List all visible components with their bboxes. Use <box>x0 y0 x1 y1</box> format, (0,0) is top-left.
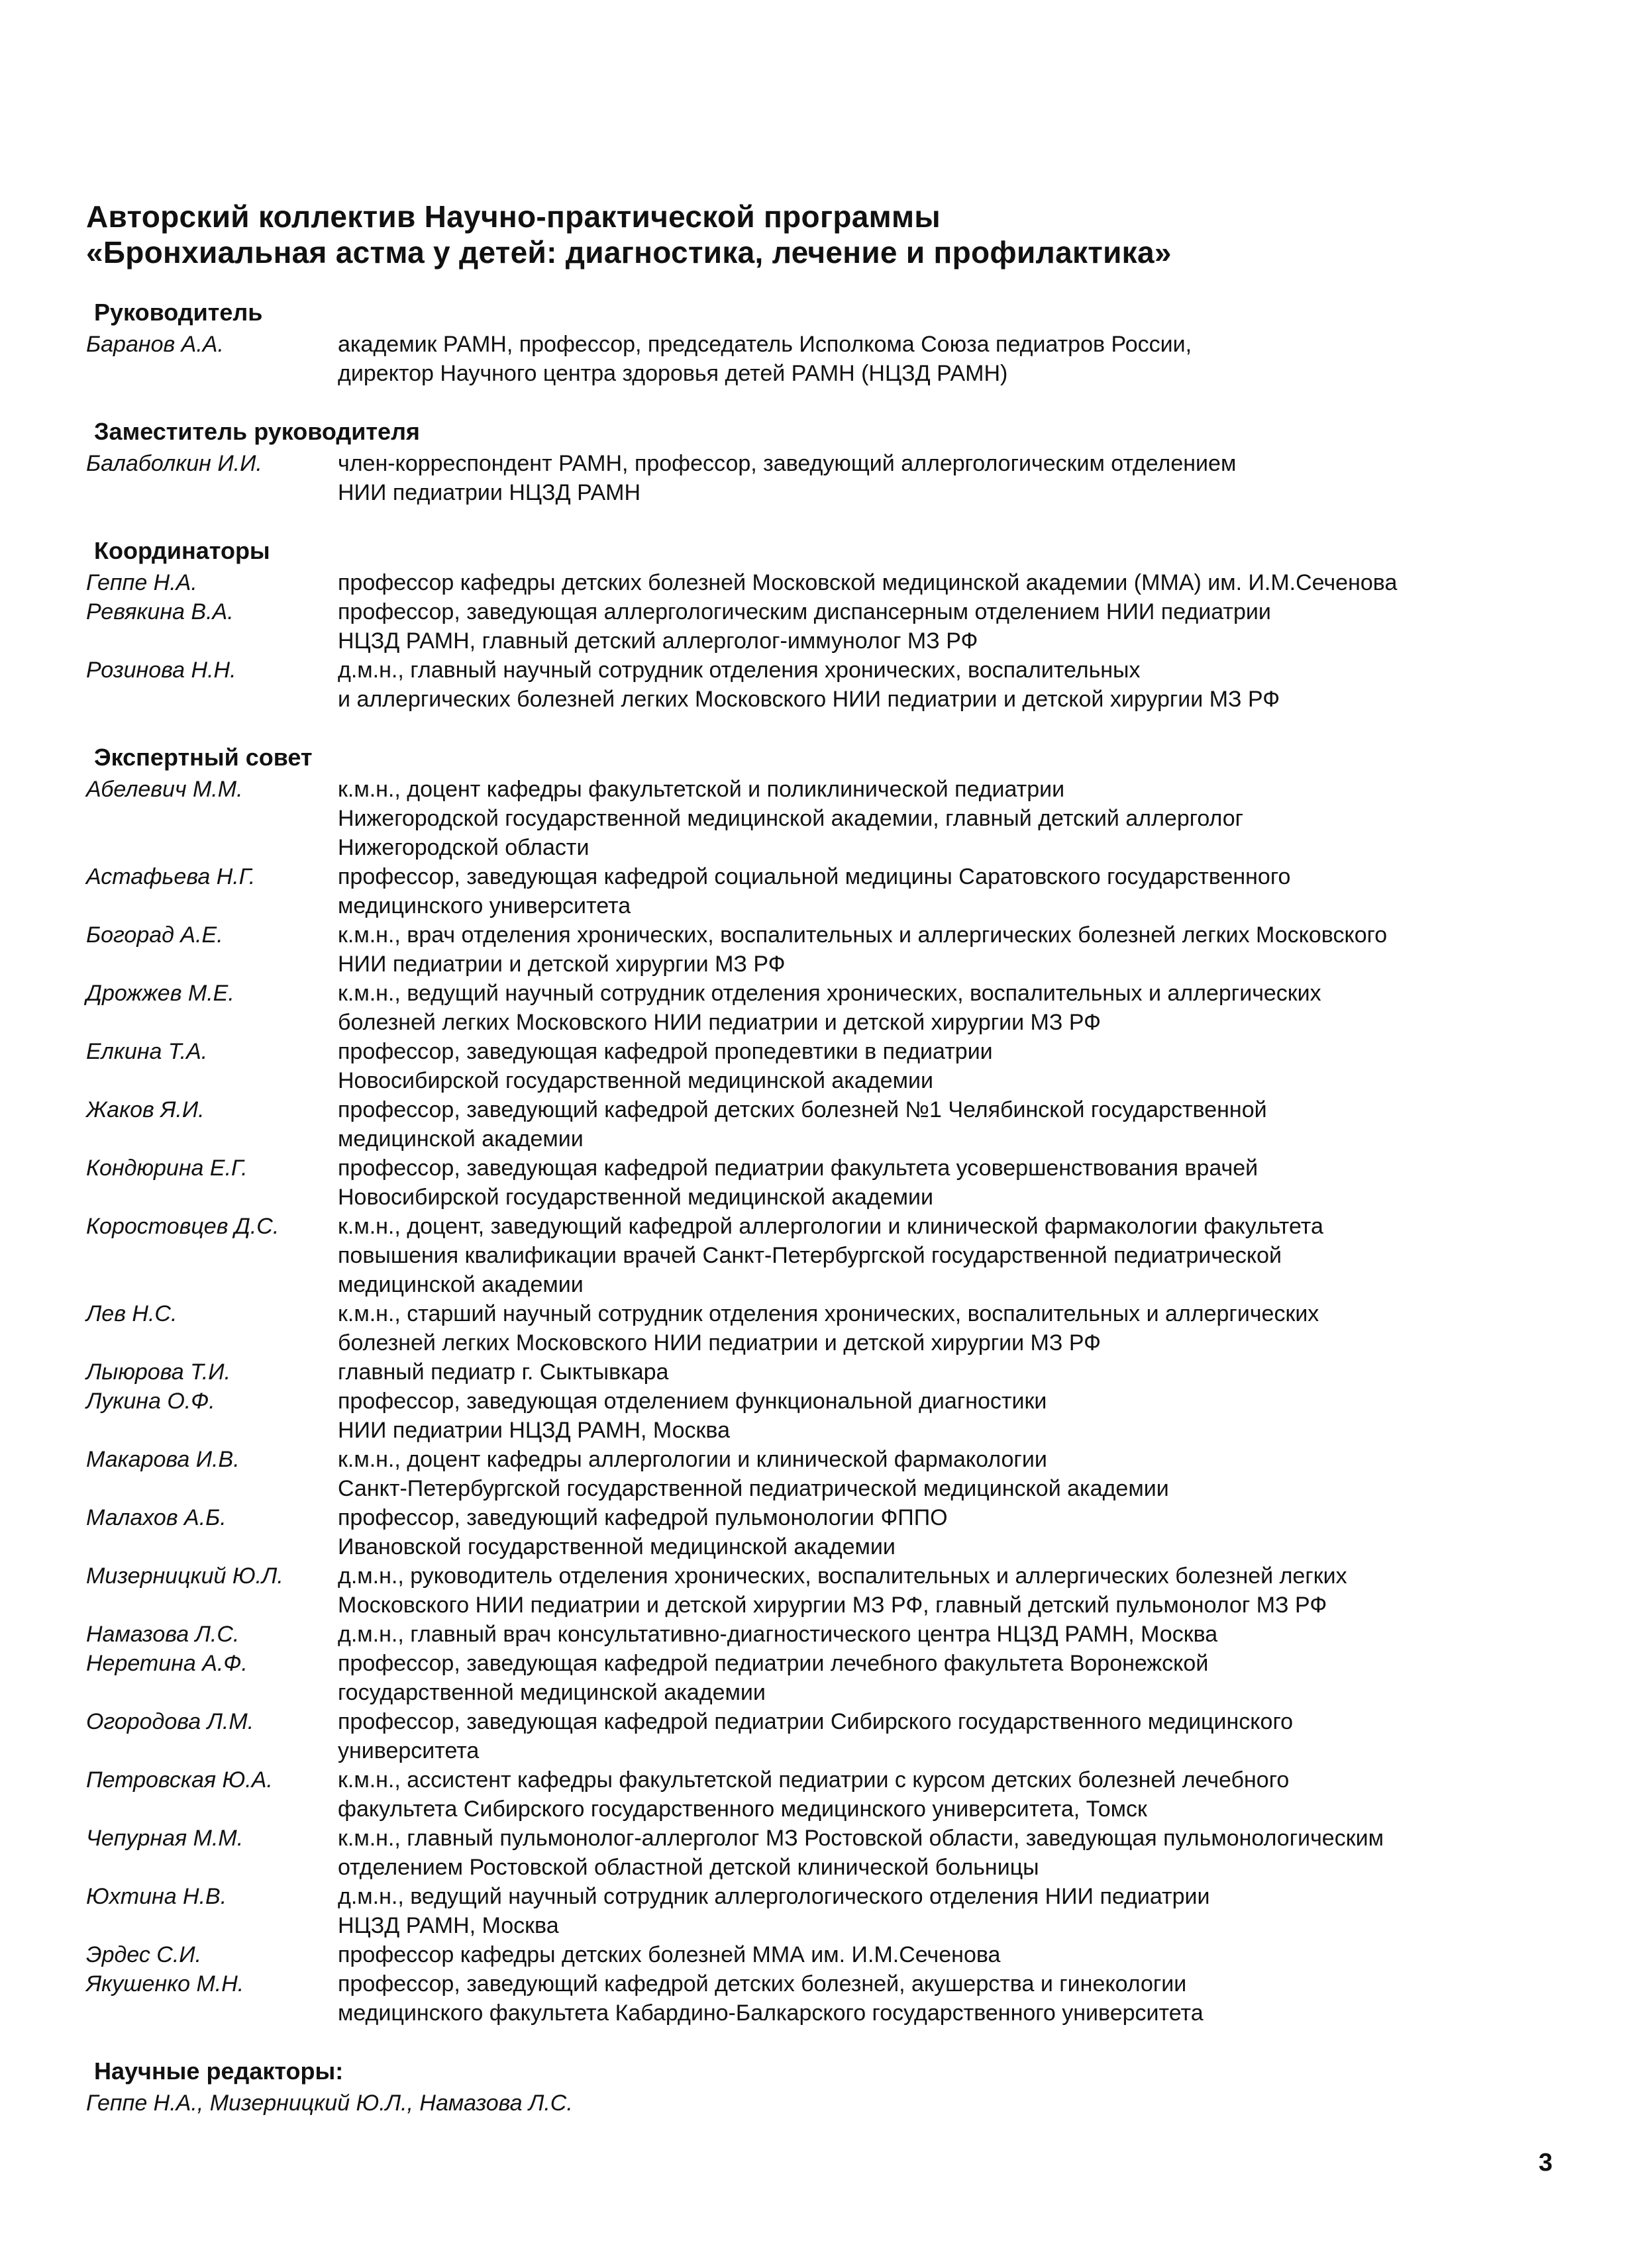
person-description <box>338 1561 1557 1620</box>
person-entry <box>86 656 1557 714</box>
person-name: Чепурная М.М. <box>86 1826 244 1851</box>
person-description <box>338 1357 1557 1387</box>
description-line: факультета Сибирского государственного медицинского университета, Томск <box>338 1797 1147 1822</box>
section-heading: Координаторы <box>94 537 270 564</box>
person-name: Огородова Л.М. <box>86 1709 254 1734</box>
person-description <box>338 1940 1557 1969</box>
person-entry <box>86 1445 1557 1503</box>
description-line: отделением Ростовской областной детской клинической больницы <box>338 1855 1039 1880</box>
description-line: Санкт-Петербургской государственной педиатрической медицинской академии <box>338 1476 1169 1501</box>
description-line: профессор, заведующая кафедрой педиатрии Сибирского государственного медицинского <box>338 1709 1294 1734</box>
person-description <box>338 1649 1557 1707</box>
editors-heading: Научные редакторы: <box>94 2057 344 2085</box>
document-page <box>86 199 1557 2147</box>
person-description <box>338 1969 1557 2028</box>
person-entry <box>86 1561 1557 1620</box>
person-name: Юхтина Н.В. <box>86 1884 227 1909</box>
description-line: профессор, заведующая кафедрой педиатрии факультета усовершенствования врачей <box>338 1156 1258 1181</box>
person-entry <box>86 1299 1557 1357</box>
description-line: профессор, заведующая кафедрой педиатрии лечебного факультета Воронежской <box>338 1651 1209 1676</box>
description-line: профессор, заведующий кафедрой детских болезней №1 Челябинской государственной <box>338 1097 1267 1122</box>
person-name: Макарова И.В. <box>86 1447 240 1472</box>
description-line: к.м.н., ассистент кафедры факультетской педиатрии с курсом детских болезней лечебного <box>338 1767 1290 1793</box>
section <box>86 743 1557 2028</box>
description-line: Нижегородской государственной медицинской академии, главный детский аллерголог <box>338 806 1244 831</box>
person-entry <box>86 1095 1557 1154</box>
description-line: профессор, заведующий кафедрой детских болезней, акушерства и гинекологии <box>338 1971 1187 1997</box>
description-line: д.м.н., главный врач консультативно-диагностического центра НЦЗД РАМН, Москва <box>338 1622 1218 1647</box>
description-line: к.м.н., доцент кафедры аллергологии и клинической фармакологии <box>338 1447 1047 1472</box>
title-line-1: Авторский коллектив Научно-практической программы <box>86 199 941 234</box>
person-entry <box>86 862 1557 920</box>
description-line: университета <box>338 1738 480 1763</box>
person-name: Петровская Ю.А. <box>86 1767 273 1793</box>
person-name: Геппе Н.А. <box>86 570 197 595</box>
description-line: профессор, заведующий кафедрой пульмонологии ФППО <box>338 1505 948 1530</box>
person-entry <box>86 1969 1557 2028</box>
person-name: Розинова Н.Н. <box>86 658 236 683</box>
description-line: повышения квалификации врачей Санкт-Петербургской государственной педиатрической <box>338 1243 1282 1268</box>
person-description <box>338 1095 1557 1154</box>
person-entry <box>86 1503 1557 1561</box>
description-line: профессор, заведующая кафедрой социальной медицины Саратовского государственного <box>338 864 1291 889</box>
person-description <box>338 656 1557 714</box>
description-line: болезней легких Московского НИИ педиатрии и детской хирургии МЗ РФ <box>338 1330 1101 1356</box>
person-entry <box>86 1707 1557 1765</box>
person-description <box>338 1503 1557 1561</box>
person-description <box>338 1824 1557 1882</box>
description-line: болезней легких Московского НИИ педиатрии и детской хирургии МЗ РФ <box>338 1010 1101 1035</box>
description-line: Новосибирской государственной медицинской академии <box>338 1068 933 1093</box>
description-line: Ивановской государственной медицинской академии <box>338 1534 896 1559</box>
section <box>86 417 1557 507</box>
description-line: к.м.н., главный пульмонолог-аллерголог МЗ Ростовской области, заведующая пульмонологическим <box>338 1826 1384 1851</box>
description-line: профессор, заведующая аллергологическим диспансерным отделением НИИ педиатрии <box>338 599 1271 624</box>
person-description <box>338 1620 1557 1649</box>
description-line: Московского НИИ педиатрии и детской хирургии МЗ РФ, главный детский пульмонолог МЗ РФ <box>338 1593 1327 1618</box>
description-line: к.м.н., ведущий научный сотрудник отделения хронических, воспалительных и аллергических <box>338 981 1321 1006</box>
person-entry <box>86 568 1557 597</box>
description-line: и аллергических болезней легких Московского НИИ педиатрии и детской хирургии МЗ РФ <box>338 687 1280 712</box>
person-entry <box>86 1649 1557 1707</box>
description-line: к.м.н., врач отделения хронических, воспалительных и аллергических болезней легких Московского <box>338 922 1388 948</box>
person-entry <box>86 1212 1557 1299</box>
description-line: д.м.н., главный научный сотрудник отделения хронических, воспалительных <box>338 658 1141 683</box>
description-line: медицинского факультета Кабардино-Балкарского государственного университета <box>338 2000 1204 2026</box>
person-name: Малахов А.Б. <box>86 1505 227 1530</box>
person-description <box>338 330 1557 388</box>
person-entry <box>86 1387 1557 1445</box>
person-name: Абелевич М.М. <box>86 777 243 802</box>
person-name: Астафьева Н.Г. <box>86 864 256 889</box>
person-description <box>338 449 1557 507</box>
person-name: Якушенко М.Н. <box>86 1971 244 1997</box>
description-line: академик РАМН, профессор, председатель Исполкома Союза педиатров России, <box>338 332 1192 357</box>
person-entry <box>86 1154 1557 1212</box>
person-description <box>338 1387 1557 1445</box>
person-description <box>338 1154 1557 1212</box>
description-line: медицинской академии <box>338 1272 584 1297</box>
person-description <box>338 1707 1557 1765</box>
description-line: Новосибирской государственной медицинской академии <box>338 1185 933 1210</box>
person-entry <box>86 1620 1557 1649</box>
person-entry <box>86 1882 1557 1940</box>
person-entry <box>86 449 1557 507</box>
description-line: к.м.н., доцент, заведующий кафедрой аллергологии и клинической фармакологии факультета <box>338 1214 1323 1239</box>
description-line: НИИ педиатрии и детской хирургии МЗ РФ <box>338 952 786 977</box>
description-line: НЦЗД РАМН, главный детский аллерголог-иммунолог МЗ РФ <box>338 628 978 654</box>
description-line: к.м.н., старший научный сотрудник отделения хронических, воспалительных и аллергических <box>338 1301 1319 1326</box>
description-line: член-корреспондент РАМН, профессор, заведующий аллергологическим отделением <box>338 451 1237 476</box>
sections-container <box>86 298 1557 2028</box>
description-line: профессор кафедры детских болезней ММА им. И.М.Сеченова <box>338 1942 1001 1967</box>
person-description <box>338 1445 1557 1503</box>
title-line-2: «Бронхиальная астма у детей: диагностика, лечение и профилактика» <box>86 235 1172 270</box>
section-heading: Руководитель <box>94 299 263 326</box>
description-line: НЦЗД РАМН, Москва <box>338 1913 559 1938</box>
description-line: НИИ педиатрии НЦЗД РАМН <box>338 480 641 505</box>
person-name: Лев Н.С. <box>86 1301 178 1326</box>
person-entry <box>86 1357 1557 1387</box>
person-entry <box>86 330 1557 388</box>
description-line: д.м.н., ведущий научный сотрудник аллергологического отделения НИИ педиатрии <box>338 1884 1210 1909</box>
person-description <box>338 1882 1557 1940</box>
person-name: Балаболкин И.И. <box>86 451 262 476</box>
description-line: к.м.н., доцент кафедры факультетской и поликлинической педиатрии <box>338 777 1065 802</box>
editors-names: Геппе Н.А., Мизерницкий Ю.Л., Намазова Л.С. <box>86 2091 573 2116</box>
person-name: Неретина А.Ф. <box>86 1651 248 1676</box>
person-name: Лукина О.Ф. <box>86 1389 215 1414</box>
description-line: профессор кафедры детских болезней Московской медицинской академии (ММА) им. И.М.Сеченова <box>338 570 1398 595</box>
section-heading: Экспертный совет <box>94 744 313 771</box>
person-name: Богорад А.Е. <box>86 922 223 948</box>
person-entry <box>86 979 1557 1037</box>
editors-section <box>86 2057 1557 2118</box>
person-name: Дрожжев М.Е. <box>86 981 234 1006</box>
person-description <box>338 775 1557 862</box>
description-line: НИИ педиатрии НЦЗД РАМН, Москва <box>338 1418 730 1443</box>
description-line: медицинской академии <box>338 1126 584 1152</box>
person-entry <box>86 1037 1557 1095</box>
person-description <box>338 862 1557 920</box>
person-name: Намазова Л.С. <box>86 1622 240 1647</box>
person-description <box>338 1037 1557 1095</box>
description-line: Нижегородской области <box>338 835 590 860</box>
person-entry <box>86 920 1557 979</box>
description-line: государственной медицинской академии <box>338 1680 766 1705</box>
person-name: Елкина Т.А. <box>86 1039 208 1064</box>
person-name: Жаков Я.И. <box>86 1097 205 1122</box>
person-description <box>338 1212 1557 1299</box>
description-line: директор Научного центра здоровья детей РАМН (НЦЗД РАМН) <box>338 361 1008 386</box>
document-title <box>86 199 1557 270</box>
person-entry <box>86 775 1557 862</box>
page-number: 3 <box>1538 2149 1553 2177</box>
section <box>86 536 1557 714</box>
person-description <box>338 920 1557 979</box>
description-line: профессор, заведующая отделением функциональной диагностики <box>338 1389 1047 1414</box>
description-line: профессор, заведующая кафедрой пропедевтики в педиатрии <box>338 1039 993 1064</box>
person-description <box>338 979 1557 1037</box>
person-name: Эрдес С.И. <box>86 1942 202 1967</box>
section-heading: Заместитель руководителя <box>94 418 420 445</box>
person-name: Мизерницкий Ю.Л. <box>86 1563 283 1589</box>
person-name: Ревякина В.А. <box>86 599 234 624</box>
person-name: Баранов А.А. <box>86 332 224 357</box>
description-line: д.м.н., руководитель отделения хронических, воспалительных и аллергических болезней легких <box>338 1563 1347 1589</box>
person-entry <box>86 1765 1557 1824</box>
person-entry <box>86 597 1557 656</box>
person-name: Лыюрова Т.И. <box>86 1359 231 1385</box>
person-entry <box>86 1824 1557 1882</box>
section <box>86 298 1557 388</box>
description-line: главный педиатр г. Сыктывкара <box>338 1359 669 1385</box>
person-description <box>338 1299 1557 1357</box>
person-entry <box>86 1940 1557 1969</box>
person-name: Коростовцев Д.С. <box>86 1214 280 1239</box>
person-description <box>338 568 1557 597</box>
person-description <box>338 1765 1557 1824</box>
description-line: медицинского университета <box>338 893 631 918</box>
person-description <box>338 597 1557 656</box>
person-name: Кондюрина Е.Г. <box>86 1156 248 1181</box>
